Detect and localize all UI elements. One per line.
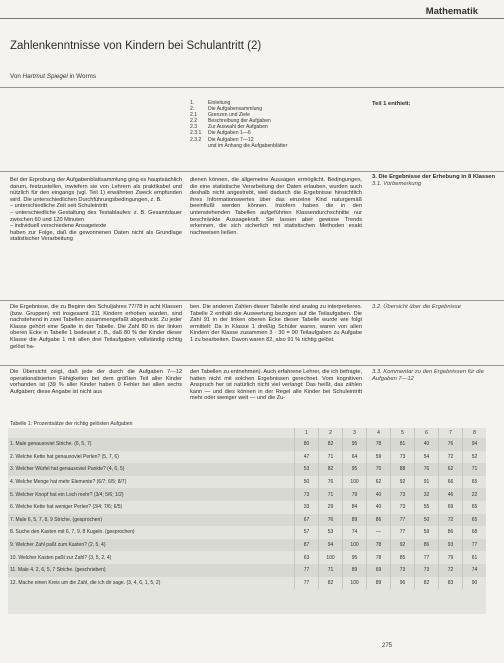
table-row (8, 577, 486, 590)
table-cell: 77 (463, 539, 487, 552)
table-row (8, 501, 486, 514)
results-table (8, 428, 486, 589)
paragraph: haben zur Folge, daß die gewonnenen Daten nicht als Grundlage statistischer Verarbeitung (10, 229, 182, 243)
table-cell: 46 (439, 488, 463, 501)
table-cell: 89 (367, 577, 391, 590)
table-cell: 29 (319, 501, 343, 514)
toc-number: 1. (190, 100, 195, 106)
table-cell: 77 (391, 514, 415, 527)
toc-number: 2.3.2 (190, 136, 202, 143)
table-cell: 65 (463, 476, 487, 489)
table-cell: 69 (367, 564, 391, 577)
author-suffix: in Worms (69, 73, 96, 80)
table-cell: 40 (367, 488, 391, 501)
table-cell: 40 (367, 501, 391, 514)
table-cell: 86 (439, 526, 463, 539)
section3-left-column: Die Übersicht zeigt, daß jede der durch die Aufgaben 7—12 operationalisierten Fähigkeiten bei dem größten Teil aller Kinder vorhanden ist (39 % aller Kinder haben 0 Fehler bei allen sechs Aufgaben; diese Angabe ist nicht aus (10, 369, 182, 395)
table-cell: 76 (415, 463, 439, 476)
table-cell: 92 (391, 476, 415, 489)
table-cell: 73 (391, 451, 415, 464)
sidebar-section-3 (372, 174, 500, 188)
table-cell: 83 (439, 577, 463, 590)
table-cell: 73 (391, 564, 415, 577)
table-cell: 40 (415, 438, 439, 451)
table-cell: 100 (319, 551, 343, 564)
toc-number: 2.1 (190, 112, 198, 119)
column-header: 3 (343, 428, 367, 438)
table-cell: 54 (415, 451, 439, 464)
table-cell: 95 (343, 551, 367, 564)
table-cell: 65 (463, 501, 487, 514)
table-cell: 64 (343, 451, 367, 464)
table-cell: 77 (415, 551, 439, 564)
sidebar-part1: Teil 1 enthielt: (372, 101, 411, 107)
header-blank-cell (8, 428, 295, 438)
row-label: 5. Welcher Knopf hat ein Loch mehr? (3/4; 5/6; 1/2) (8, 488, 295, 501)
author-line (10, 73, 96, 80)
table-cell: 82 (319, 438, 343, 451)
table-row (8, 451, 486, 464)
table-cell: 33 (295, 501, 319, 514)
toc-text: Die Aufgabensammlung (208, 106, 263, 113)
row-label: 3. Welcher Würfel hat genausoviel Punkte? (4, 6, 5) (8, 463, 295, 476)
toc-text: Zur Auswahl der Aufgaben (208, 124, 268, 131)
table-cell: 88 (391, 463, 415, 476)
column-header: 4 (367, 428, 391, 438)
table-cell: 87 (295, 539, 319, 552)
table-cell: 92 (391, 539, 415, 552)
toc-number (190, 143, 208, 149)
toc-text: Beschreibung der Aufgaben (208, 118, 271, 125)
table-caption: Tabelle 1: Prozentsätze der richtig gelösten Aufgaben (10, 421, 133, 427)
author-prefix: Von (10, 73, 21, 80)
list-item: – unterschiedliche Gestaltung des Testablaufes: z. B. Gesamtdauer zwischen 60 und 120 Minuten (10, 209, 182, 223)
table-cell: 82 (415, 577, 439, 590)
table-cell: 90 (463, 577, 487, 590)
table-cell: 71 (463, 463, 487, 476)
table-cell: 71 (319, 451, 343, 464)
table-cell: 59 (415, 526, 439, 539)
column-header: 1 (295, 428, 319, 438)
table-cell: 73 (415, 564, 439, 577)
table-row (8, 463, 486, 476)
table-cell: 50 (415, 514, 439, 527)
table-cell: 74 (463, 564, 487, 577)
table-cell: 22 (463, 488, 487, 501)
table-cell: 73 (295, 488, 319, 501)
table-cell: — (367, 526, 391, 539)
table-cell: 82 (319, 463, 343, 476)
table-cell: 81 (391, 438, 415, 451)
table-cell: 73 (391, 488, 415, 501)
table-cell: 94 (463, 438, 487, 451)
table-cell: 77 (391, 526, 415, 539)
header-rule (0, 18, 504, 19)
toc-text: Grenzen und Ziele (208, 112, 250, 119)
table-row (8, 564, 486, 577)
article-title: Zahlenkenntnisse von Kindern bei Schulantritt (2) (10, 40, 262, 52)
author-name: Hartmut Spiegel (22, 73, 68, 80)
sidebar-section-3-2: 3.2. Übersicht über die Ergebnisse (372, 304, 461, 310)
row-label: 2. Welche Kette hat genausoviel Perlen? (5, 7, 6) (10, 453, 119, 460)
section1-right-column: dienen können, die allgemeine Aussagen ermöglicht. Bedingungen, die eine statistische Verarbeitung der Daten erlauben, wurden auch deshalb nicht angestrebt, weil dadurch die Ergebnisse hinsichtlich ihres Informationswertes über das einzelne Kind naturgemäß beeinflußt werden können. Insofern haben die in den untenstehenden Tabellen aufgeführten Klassendurchschnitte nur beschränkte Aussagekraft. Sie lassen aber gewisse Trends erkennen, die sich sicherlich mit statistischen Methoden exakt nachweisen ließen. (190, 177, 362, 236)
toc-number: 2.3.1 (190, 130, 202, 137)
table-cell: 93 (439, 539, 463, 552)
table-cell: 74 (343, 526, 367, 539)
table-cell: 79 (343, 488, 367, 501)
column-header: 7 (439, 428, 463, 438)
section2-right-column: ben. Die anderen Zahlen dieser Tabelle sind analog zu interpretieren. Tabelle 2 enthält die Auswertung bezogen auf die Teilaufgaben. Die Zahl 91 in der linken oberen Ecke dieser Tabelle wurde wie folgt ermittelt: Da in Klasse 1 dreißig Schüler waren, waren von allen Kindern der Klasse zusammen 3 · 30 = 90 Teilaufgaben zu Aufgabe 1 zu bearbeiten. Davon waren 82, also 91 % richtig gelöst. (190, 304, 362, 343)
table-cell: 78 (367, 438, 391, 451)
table-cell: 77 (295, 564, 319, 577)
table-cell: 67 (295, 514, 319, 527)
column-header: 6 (415, 428, 439, 438)
table-cell: 95 (343, 463, 367, 476)
page-number: 275 (382, 643, 393, 649)
table-cell: 85 (391, 551, 415, 564)
table-row (8, 476, 486, 489)
sidebar-heading: 3. Die Ergebnisse der Erhebung in 8 Klassen (372, 174, 496, 180)
table-cell: 50 (295, 476, 319, 489)
table-row (8, 514, 486, 527)
results-table-container (8, 428, 486, 614)
table-cell: 57 (295, 526, 319, 539)
table-cell: 91 (415, 476, 439, 489)
table-cell: 84 (343, 501, 367, 514)
table-cell: 77 (295, 577, 319, 590)
table-cell: 73 (391, 501, 415, 514)
toc-text: Die Aufgaben 1—6 (208, 130, 251, 137)
table-cell: 76 (439, 438, 463, 451)
table-cell: 100 (343, 539, 367, 552)
table-header-row (8, 428, 486, 438)
table-cell: 53 (319, 526, 343, 539)
table-cell: 66 (439, 476, 463, 489)
column-header: 2 (319, 428, 343, 438)
table-cell: 86 (367, 514, 391, 527)
row-label: 8. Suche den Kasten mit 6, 7, 9, 8 Kugeln. (gesprochen) (10, 529, 135, 536)
table-cell: 55 (415, 501, 439, 514)
table-cell: 72 (439, 451, 463, 464)
toc-number: 2.3 (190, 124, 198, 131)
row-label: 1. Male genausoviel Striche. (6, 5, 7) (8, 438, 295, 451)
row-label: 12. Mache einen Kreis um die Zahl, die ich dir sage. (3, 4, 6, 1, 5, 2) (10, 579, 161, 586)
sidebar-section-3-3: 3.3. Kommentar zu den Ergebnissen für die Aufgaben 7—12 (372, 369, 484, 382)
table-cell: 62 (367, 476, 391, 489)
table-row (8, 438, 486, 451)
table-row (8, 526, 486, 539)
row-label: 7. Male 6, 5, 7, 8, 9 Striche. (gesprochen) (8, 514, 295, 527)
section-divider (0, 87, 504, 88)
row-label: 11. Male 4, 2, 6, 5, 7 Striche. (geschrieben) (8, 564, 295, 577)
table-of-contents (190, 100, 360, 149)
toc-number: 2.2 (190, 118, 198, 125)
table-cell: 76 (319, 514, 343, 527)
sidebar-subheading: 3.1. Vorbemerkung (372, 181, 422, 187)
table-cell: 100 (343, 476, 367, 489)
table-cell: 47 (295, 451, 319, 464)
table-cell: 32 (415, 488, 439, 501)
toc-text: und im Anhang die Aufgabenblätter (208, 142, 288, 149)
table-cell: 71 (319, 564, 343, 577)
table-cell: 82 (319, 577, 343, 590)
row-label: 9. Welcher Zahl paßt zum Kasten? (2, 5, 4) (8, 539, 295, 552)
table-cell: 59 (367, 451, 391, 464)
table-row (8, 488, 486, 501)
table-cell: 89 (343, 514, 367, 527)
table-cell: 76 (319, 476, 343, 489)
table-cell: 78 (367, 539, 391, 552)
table-cell: 86 (415, 539, 439, 552)
table-cell: 89 (343, 564, 367, 577)
column-header: 8 (463, 428, 487, 438)
row-label: 4. Welche Menge hat mehr Elemente? (6/7; 6/5; 8/7) (10, 479, 127, 486)
table-row (8, 551, 486, 564)
table-cell: 80 (295, 438, 319, 451)
section1-left-column (10, 177, 182, 243)
table-cell: 65 (463, 514, 487, 527)
section-divider (0, 365, 504, 366)
toc-text: Einleitung (208, 100, 231, 106)
table-cell: 72 (439, 514, 463, 527)
table-cell: 69 (439, 501, 463, 514)
paragraph: Bei der Erprobung der Aufgabenblattsammlung ging es hauptsächlich darum, festzustellen, inwiefern sie von Lehrern als praktikabel und nützlich für den eingangs (vgl. Teil 1) erwähnten Zweck empfunden wird. Die unterschiedlichen Durchführungsbedingungen, z. B. (10, 177, 182, 203)
table-row (8, 539, 486, 552)
table-cell: 79 (439, 551, 463, 564)
table-cell: 100 (343, 577, 367, 590)
table-cell: 53 (295, 463, 319, 476)
list-item: – unterschiedliche Zeit seit Schuleintritt (10, 203, 108, 210)
section-divider (0, 171, 504, 172)
list-item: – individuell verschiedene Ansagetexte (10, 223, 107, 230)
table-cell: 62 (439, 463, 463, 476)
table-cell: 78 (367, 551, 391, 564)
row-label: 6. Welche Kette hat weniger Perlen? (3/4; 7/6; 6/5) (10, 504, 123, 511)
toc-number: 2. (190, 106, 195, 113)
toc-text: Die Aufgaben 7—12 (208, 136, 254, 143)
table-cell: 71 (319, 488, 343, 501)
toc-item (190, 143, 360, 149)
table-cell: 72 (439, 564, 463, 577)
section-divider (0, 300, 504, 301)
table-cell: 52 (463, 451, 487, 464)
table-cell: 94 (319, 539, 343, 552)
table-cell: 70 (367, 463, 391, 476)
column-header: 5 (391, 428, 415, 438)
section3-right-column: den Tabellen zu entnehmen). Auch erfahrene Lehrer, die ich befragte, hatten nicht mit solchen Ergebnissen gerechnet. Vom kognitiven Anspruch her ist natürlich nicht viel verlangt: Das heißt, das zählen kann — und dies können in der Regel alle Kinder bei Schuleintritt mehr oder weniger weit — und die Zu- (190, 369, 362, 402)
table-cell: 95 (343, 438, 367, 451)
table-cell: 61 (463, 551, 487, 564)
row-label: 10. Welcher Kasten paßt zur Zahl? (3, 5, 2, 4) (10, 554, 112, 561)
subject-label: Mathematik (425, 6, 478, 17)
section2-left-column: Die Ergebnisse, die zu Beginn des Schuljahres 77/78 in acht Klassen (bzw. Gruppen) mit insgesamt 211 Kindern erhoben wurden, sind nachstehend in zwei Tabellen zusammengefaßt abgedruckt. Zu jeder Klasse gehört eine Spalte in der Tabelle. Die Zahl 80 in der linken oberen Ecke in Tabelle 1 bedeutet z. B., daß 80 % der Kinder dieser Klasse die Aufgabe 1 mit allen drei Teilaufgaben vollständig richtig gelöst ha- (10, 304, 182, 350)
table-cell: 63 (295, 551, 319, 564)
table-cell: 68 (463, 526, 487, 539)
table-cell: 96 (391, 577, 415, 590)
